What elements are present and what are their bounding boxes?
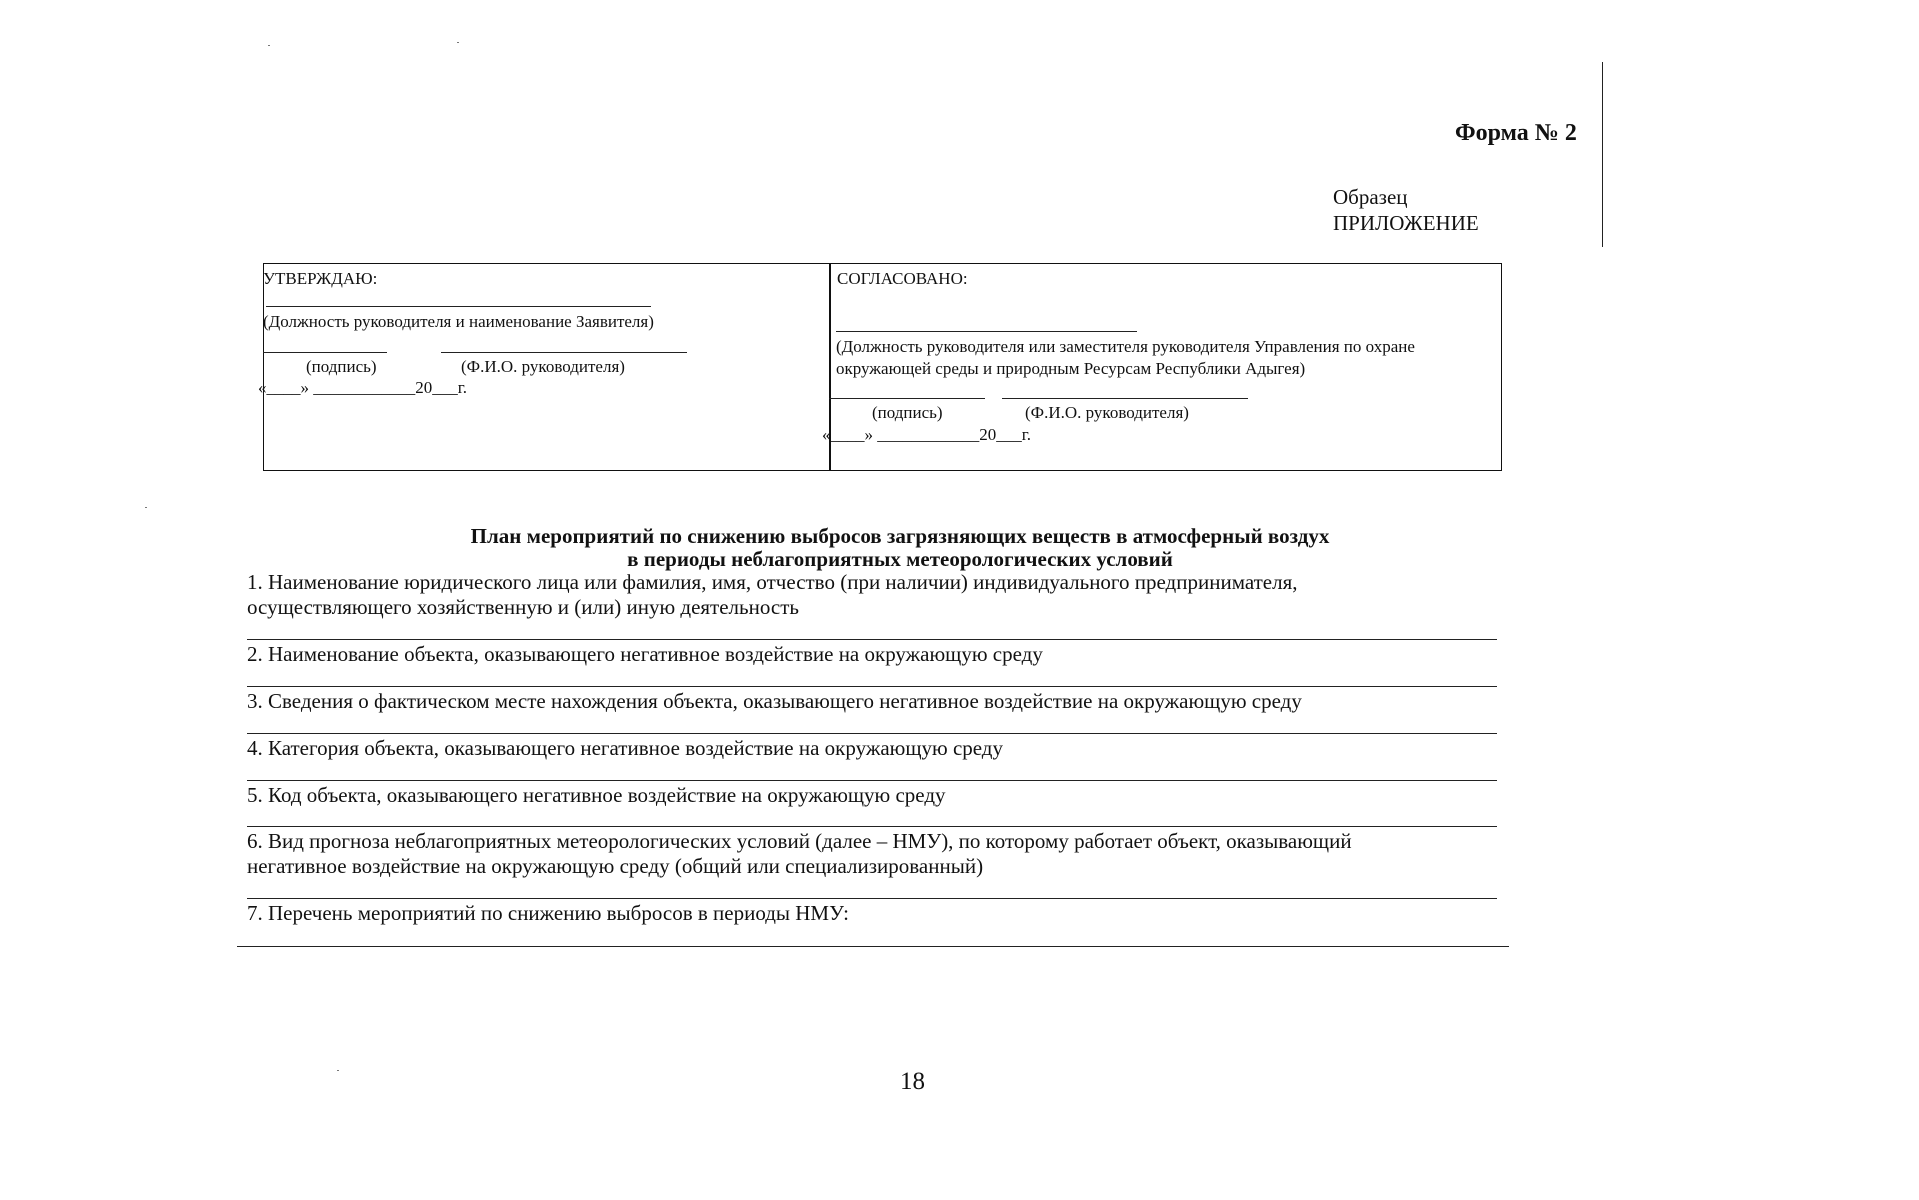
- approve-signature-caption: (подпись): [306, 357, 377, 376]
- approve-date-line: «____» ____________20___г.: [258, 378, 468, 397]
- plan-item-text: 7. Перечень мероприятий по снижению выбросов в периоды НМУ:: [247, 901, 849, 925]
- plan-item-3: [247, 689, 1497, 714]
- plan-item-text: 4. Категория объекта, оказывающего негативное воздействие на окружающую среду: [247, 736, 1003, 760]
- agree-position-line: [836, 331, 1137, 332]
- fill-in-line: [247, 780, 1497, 781]
- agree-position-caption-line2: окружающей среды и природным Ресурсам Республики Адыгея): [836, 359, 1306, 378]
- fill-in-line: [247, 898, 1497, 899]
- approve-position-line: [266, 306, 651, 307]
- plan-item-7: [247, 901, 1497, 926]
- fill-in-line: [247, 686, 1497, 687]
- scan-speck: [457, 42, 459, 43]
- margin-line: [1602, 62, 1603, 247]
- plan-item-4: [247, 736, 1497, 761]
- approve-heading: УТВЕРЖДАЮ:: [263, 269, 378, 288]
- approve-name-line: [441, 352, 687, 353]
- plan-item-1: [247, 570, 1497, 620]
- approve-name-caption: (Ф.И.О. руководителя): [461, 357, 625, 376]
- fill-in-line: [247, 826, 1497, 827]
- plan-item-text: 1. Наименование юридического лица или фамилия, имя, отчество (при наличии) индивидуального предпринимателя,: [247, 570, 1298, 594]
- plan-item-text: негативное воздействие на окружающую среду (общий или специализированный): [247, 854, 984, 878]
- sample-appendix-label: [1333, 184, 1479, 236]
- plan-item-text: 5. Код объекта, оказывающего негативное воздействие на окружающую среду: [247, 783, 946, 807]
- scan-speck: [145, 507, 147, 508]
- agree-date-line: «____» ____________20___г.: [822, 425, 1032, 444]
- plan-title-line2: в периоды неблагоприятных метеорологических условий: [627, 547, 1173, 571]
- approve-position-caption: (Должность руководителя и наименование Заявителя): [263, 312, 654, 331]
- appendix-label: ПРИЛОЖЕНИЕ: [1333, 211, 1479, 235]
- plan-item-2: [247, 642, 1497, 667]
- form-number: Форма № 2: [1455, 120, 1577, 146]
- fill-in-line: [247, 639, 1497, 640]
- scan-speck: [268, 45, 270, 46]
- page-number: 18: [900, 1068, 925, 1095]
- plan-item-5: [247, 783, 1497, 808]
- plan-item-text: 3. Сведения о фактическом месте нахождения объекта, оказывающего негативное воздействие на окружающую среду: [247, 689, 1302, 713]
- scan-speck: [337, 1070, 339, 1071]
- fill-in-line: [247, 733, 1497, 734]
- plan-title-line1: План мероприятий по снижению выбросов загрязняющих веществ в атмосферный воздух: [470, 524, 1330, 548]
- plan-item-text: осуществляющего хозяйственную и (или) иную деятельность: [247, 595, 799, 619]
- sample-label: Образец: [1333, 185, 1408, 209]
- agree-name-caption: (Ф.И.О. руководителя): [1025, 403, 1189, 422]
- agree-position-caption-line1: (Должность руководителя или заместителя руководителя Управления по охране: [836, 337, 1415, 356]
- approve-signature-line: [263, 352, 387, 353]
- agree-signature-line: [829, 398, 985, 399]
- plan-item-6: [247, 829, 1497, 879]
- agree-signature-caption: (подпись): [872, 403, 943, 422]
- agree-heading: СОГЛАСОВАНО:: [837, 269, 968, 288]
- plan-item-text: 6. Вид прогноза неблагоприятных метеорологических условий (далее – НМУ), по которому работает объект, оказывающий: [247, 829, 1352, 853]
- fill-in-line: [237, 946, 1509, 947]
- plan-item-text: 2. Наименование объекта, оказывающего негативное воздействие на окружающую среду: [247, 642, 1043, 666]
- agree-name-line: [1002, 398, 1248, 399]
